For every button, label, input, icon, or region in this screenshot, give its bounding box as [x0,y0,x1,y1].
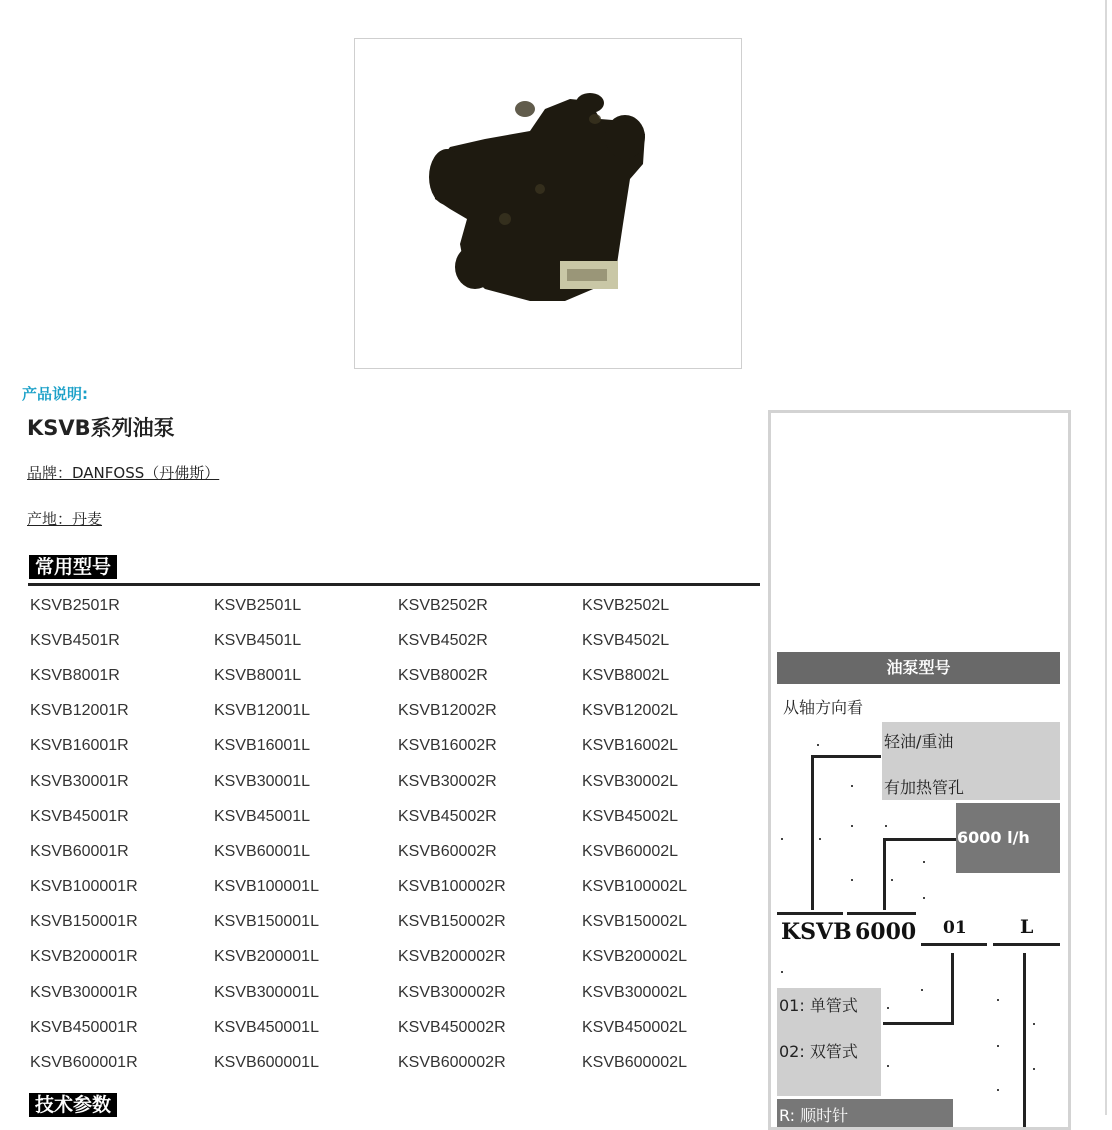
model-cell: KSVB450002L [582,1018,687,1036]
code-pipe: 01 [943,918,967,938]
model-cell: KSVB8001R [30,666,120,684]
model-cell: KSVB600001R [30,1054,138,1072]
code-flow: 6000 [855,919,917,945]
model-cell: KSVB200001R [30,948,138,966]
model-cell: KSVB4501R [30,631,120,649]
model-cell: KSVB100002L [582,878,687,896]
dot [997,1089,999,1091]
model-cell: KSVB450001R [30,1018,138,1036]
dot [997,1045,999,1047]
model-cell: KSVB300001R [30,983,138,1001]
oil-type-label: 轻油/重油 [884,732,954,751]
model-cell: KSVB600002L [582,1054,687,1072]
dot [923,861,925,863]
flow-label: 6000 l/h [957,828,1030,847]
connector-pipe [883,1022,954,1025]
model-cell: KSVB200002L [582,948,687,966]
model-cell: KSVB200002R [398,948,506,966]
model-cell: KSVB12002R [398,702,497,720]
dot [885,825,887,827]
table-row [30,799,766,834]
rotation-label: R: 顺时针 [779,1106,849,1125]
code-dir: L [1020,916,1034,938]
model-cell: KSVB150002L [582,913,687,931]
code-series-underline [777,912,843,915]
model-cell: KSVB8002R [398,666,488,684]
model-cell: KSVB100001R [30,878,138,896]
table-row [30,834,766,869]
product-description-label: 产品说明: [22,385,88,403]
dot [851,785,853,787]
model-code-diagram [768,410,1071,1130]
model-cell: KSVB150001R [30,913,138,931]
table-row [30,1045,766,1080]
model-cell: KSVB4502R [398,631,488,649]
model-cell: KSVB4501L [214,631,302,649]
connector-pipe-vertical [951,953,954,1023]
model-cell: KSVB450002R [398,1018,506,1036]
model-cell: KSVB150001L [214,913,319,931]
model-cell: KSVB300002L [582,983,687,1001]
code-dir-underline [993,943,1060,946]
model-cell: KSVB30001L [214,772,311,790]
model-cell: KSVB45001L [214,807,311,825]
model-cell: KSVB60001R [30,842,129,860]
model-cell: KSVB150002R [398,913,506,931]
dot [921,989,923,991]
code-series: KSVB [781,919,852,945]
model-cell: KSVB300002R [398,983,506,1001]
model-cell: KSVB16002R [398,737,497,755]
model-cell: KSVB600002R [398,1054,506,1072]
dot [781,971,783,973]
model-cell: KSVB30001R [30,772,129,790]
table-row [30,658,766,693]
connector-flow-vertical [883,838,886,910]
dot [819,838,821,840]
origin-link[interactable]: 产地：丹麦 [27,510,103,528]
product-image [354,38,742,369]
tech-params-heading: 技术参数 [29,1093,117,1117]
model-cell: KSVB8002L [582,666,670,684]
table-row [30,1010,766,1045]
model-cell: KSVB12001L [214,702,311,720]
dot [891,879,893,881]
model-cell: KSVB16001R [30,737,129,755]
dot [887,1007,889,1009]
model-cell: KSVB8001L [214,666,302,684]
dot [851,879,853,881]
pipe-single-label: 01: 单管式 [779,996,858,1015]
model-cell: KSVB60001L [214,842,311,860]
page-scrollbar-edge [1105,0,1107,1115]
table-row [30,729,766,764]
model-cell: KSVB100002R [398,878,506,896]
model-cell: KSVB30002R [398,772,497,790]
table-row [30,870,766,905]
connector-dir-vertical [1023,953,1026,1130]
connector-oil-vertical [811,755,814,910]
model-cell: KSVB45002R [398,807,497,825]
dot [1033,1068,1035,1070]
table-row [30,623,766,658]
model-cell: KSVB450001L [214,1018,319,1036]
dot [851,825,853,827]
table-row [30,764,766,799]
common-models-heading: 常用型号 [29,555,117,579]
code-flow-underline [847,912,916,915]
models-divider [28,583,760,586]
dot [997,999,999,1001]
dot [887,1065,889,1067]
model-cell: KSVB45002L [582,807,679,825]
connector-oil [811,755,881,758]
models-table [30,588,766,1081]
model-cell: KSVB30002L [582,772,679,790]
model-cell: KSVB2502R [398,596,488,614]
dot [1033,1023,1035,1025]
model-cell: KSVB600001L [214,1054,319,1072]
table-row [30,694,766,729]
model-cell: KSVB300001L [214,983,319,1001]
model-cell: KSVB12002L [582,702,679,720]
model-cell: KSVB16001L [214,737,311,755]
product-title: KSVB系列油泵 [27,416,175,440]
oil-pump-illustration [355,39,743,370]
code-pipe-underline [921,943,987,946]
model-cell: KSVB60002L [582,842,679,860]
model-cell: KSVB12001R [30,702,129,720]
dot [817,744,819,746]
diagram-header: 油泵型号 [777,652,1060,684]
model-cell: KSVB60002R [398,842,497,860]
pipe-double-label: 02: 双管式 [779,1042,858,1061]
dot [781,838,783,840]
connector-flow [883,838,956,841]
model-cell: KSVB16002L [582,737,679,755]
dot [923,897,925,899]
model-cell: KSVB2502L [582,596,670,614]
model-cell: KSVB45001R [30,807,129,825]
model-cell: KSVB200001L [214,948,319,966]
table-row [30,905,766,940]
brand-link[interactable]: 品牌：DANFOSS（丹佛斯） [27,464,220,482]
heater-hole-label: 有加热管孔 [884,778,965,797]
table-row [30,588,766,623]
model-cell: KSVB4502L [582,631,670,649]
model-cell: KSVB2501L [214,596,302,614]
model-cell: KSVB100001L [214,878,319,896]
table-row [30,975,766,1010]
view-direction-note: 从轴方向看 [783,698,864,717]
model-cell: KSVB2501R [30,596,120,614]
table-row [30,940,766,975]
